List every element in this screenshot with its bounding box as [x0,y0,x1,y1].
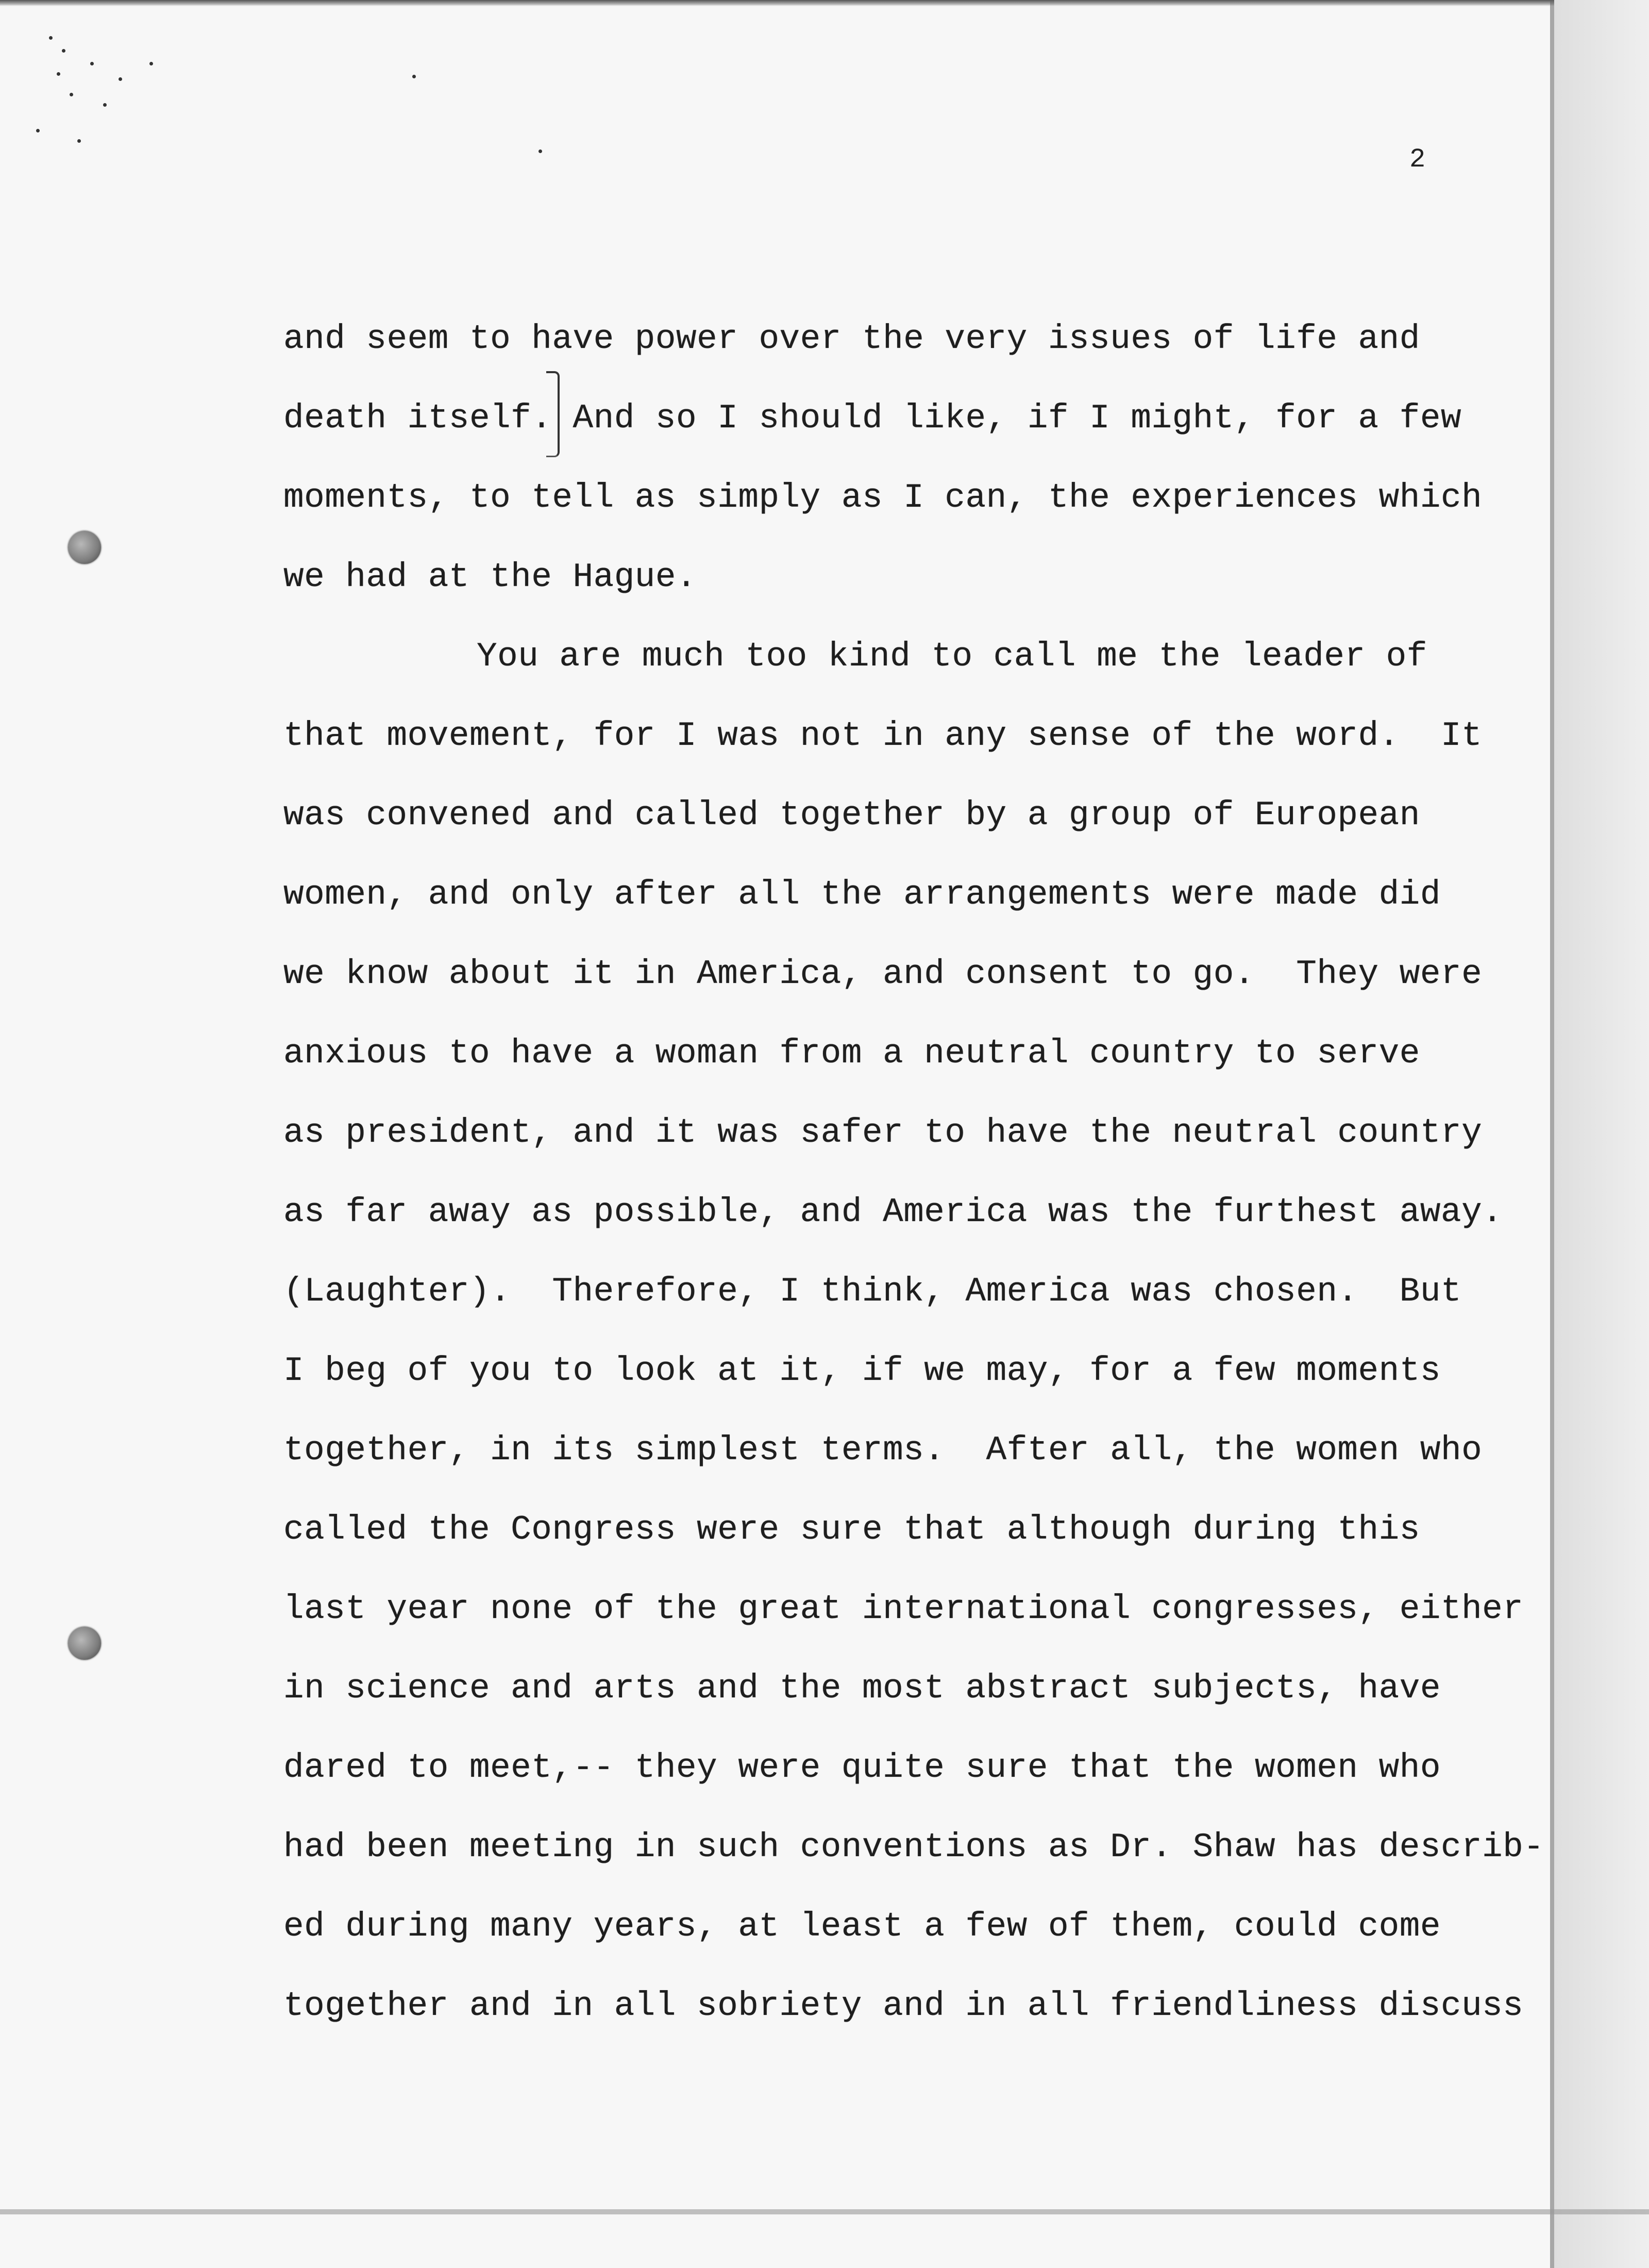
text-line: (Laughter). Therefore, I think, America was chosen. But [283,1272,1462,1311]
ink-speckle [62,49,65,53]
page-top-edge [0,0,1649,6]
text-line: last year none of the great international congresses, either [283,1590,1524,1628]
ink-speckle [36,129,40,132]
ink-speckle [57,72,60,76]
text-line: as president, and it was safer to have the neutral country [283,1113,1483,1152]
text-line: had been meeting in such conventions as Dr. Shaw has describ- [283,1828,1544,1866]
page-number: 2 [1409,144,1426,175]
text-line: moments, to tell as simply as I can, the experiences which [283,478,1483,517]
text-line: and seem to have power over the very issues of life and [283,320,1420,358]
page-bottom-edge [0,2209,1649,2214]
text-line: anxious to have a woman from a neutral country to serve [283,1034,1420,1073]
text-line: as far away as possible, and America was the furthest away. [283,1193,1503,1231]
text-line: we know about it in America, and consent to go. They were [283,955,1483,993]
text-line: called the Congress were sure that although during this [283,1510,1420,1549]
text-line: was convened and called together by a group of European [283,796,1420,835]
page-right-margin [1554,0,1649,2268]
text-line: dared to meet,-- they were quite sure that the women who [283,1748,1441,1787]
ink-speckle [90,62,94,65]
ink-speckle [103,103,107,107]
text-line: together, in its simplest terms. After all, the women who [283,1431,1483,1470]
text-line: we had at the Hague. [283,558,697,596]
text-line: that movement, for I was not in any sense of the word. It [283,716,1483,755]
ink-speckle [412,75,416,78]
text-line: ed during many years, at least a few of them, could come [283,1907,1441,1946]
ink-speckle [119,77,122,81]
punch-hole-bottom [68,1627,101,1660]
text-line: in science and arts and the most abstract subjects, have [283,1669,1441,1708]
ink-speckle [70,93,73,96]
ink-speckle [149,62,153,65]
punch-hole-top [68,531,101,564]
ink-speckle [539,149,542,153]
text-line: together and in all sobriety and in all friendliness discuss [283,1987,1524,2025]
paragraph-first-line: You are much too kind to call me the leader of [477,637,1427,676]
ink-speckle [49,36,53,40]
page-right-shadow [1550,0,1554,2268]
text-line: women, and only after all the arrangements were made did [283,875,1441,914]
ink-speckle [77,139,81,143]
text-line: I beg of you to look at it, if we may, for a few moments [283,1352,1441,1390]
text-line: death itself. And so I should like, if I might, for a few [283,399,1462,438]
